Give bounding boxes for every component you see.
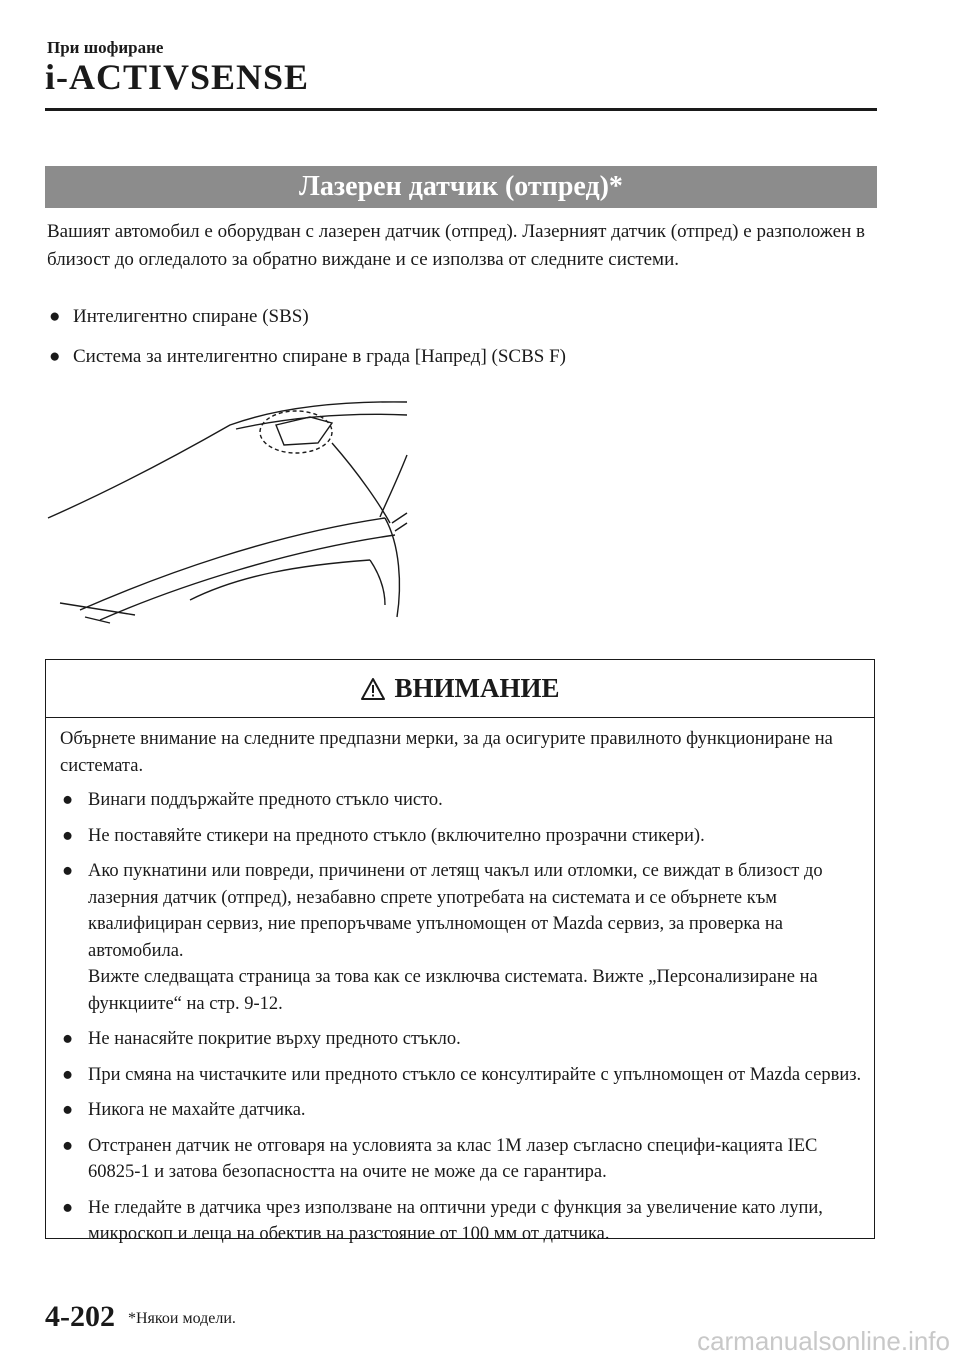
- list-item: ● Система за интелигентно спиране в града [Напред] (SCBS F): [47, 343, 877, 370]
- bullet-icon: ●: [62, 1197, 74, 1218]
- list-item: ● Винаги поддържайте предното стъкло чисто.: [60, 787, 862, 814]
- caution-header: [46, 660, 874, 718]
- caution-body: [46, 718, 874, 1248]
- list-item: ● Отстранен датчик не отговаря на условията за клас 1M лазер съгласно специфи-кацията IEC 60825-1 и затова безопасността на очите не може да се гарантира.: [60, 1133, 862, 1186]
- systems-list: [47, 303, 877, 383]
- list-item: ● При смяна на чистачките или предното стъкло се консултирайте с упълномощен от Mazda сервиз.: [60, 1062, 862, 1089]
- bullet-icon: ●: [49, 306, 61, 327]
- topic-banner: Лазерен датчик (отпред)*: [45, 166, 877, 208]
- warning-icon: [360, 677, 386, 701]
- caution-intro: Обърнете внимание на следните предпазни мерки, за да осигурите правилното функциониране на системата.: [60, 729, 833, 776]
- page-number: 4-202: [45, 1300, 115, 1333]
- list-item: ● Интелигентно спиране (SBS): [47, 303, 877, 330]
- section-title: i-ACTIVSENSE: [45, 57, 310, 97]
- intro-paragraph: Вашият автомобил е оборудван с лазерен датчик (отпред). Лазерният датчик (отпред) е разположен в близост до огледалото за обратно виждане и се използва от следните системи.: [47, 221, 866, 270]
- bullet-icon: ●: [62, 1029, 74, 1049]
- list-item: ● Ако пукнатини или повреди, причинени от летящ чакъл или отломки, се виждат в близост до лазерния датчик (отпред), незабавно спрете употребата на системата и се обърнете към квалифициран сервиз, ние препоръчваме упълномощен от Mazda сервиз, за проверка на автомобила. Вижте следващата страница за това как се изключва системата. Вижте „Персонализиране на функциите“ на стр. 9-12.: [60, 858, 862, 1017]
- header-rule: [45, 108, 877, 111]
- watermark: carmanualsonline.info: [697, 1326, 950, 1356]
- list-item: ● Не поставяйте стикери на предното стъкло (включително прозрачни стикери).: [60, 823, 862, 850]
- bullet-icon: ●: [62, 1064, 74, 1085]
- bullet-icon: ●: [62, 825, 74, 846]
- footnote: *Някои модели.: [128, 1310, 236, 1327]
- bullet-icon: ●: [62, 1135, 74, 1156]
- bullet-icon: ●: [62, 790, 74, 810]
- bullet-icon: ●: [62, 1100, 74, 1120]
- caution-title: ВНИМАНИЕ: [394, 673, 560, 703]
- list-item: ● Никога не махайте датчика.: [60, 1097, 862, 1124]
- caution-list: [60, 787, 862, 1248]
- caution-box: [45, 659, 875, 1244]
- windshield-sensor-illustration: [40, 385, 420, 625]
- list-item: ● Не гледайте в датчика чрез използване на оптични уреди с функция за увеличение като лупи, микроскоп и леща на обектив на разстояние от 100 мм от датчика.: [60, 1195, 862, 1248]
- chapter-label: При шофиране: [47, 38, 164, 57]
- bullet-icon: ●: [49, 346, 61, 367]
- bullet-icon: ●: [62, 861, 74, 881]
- list-item: ● Не нанасяйте покритие върху предното стъкло.: [60, 1026, 862, 1053]
